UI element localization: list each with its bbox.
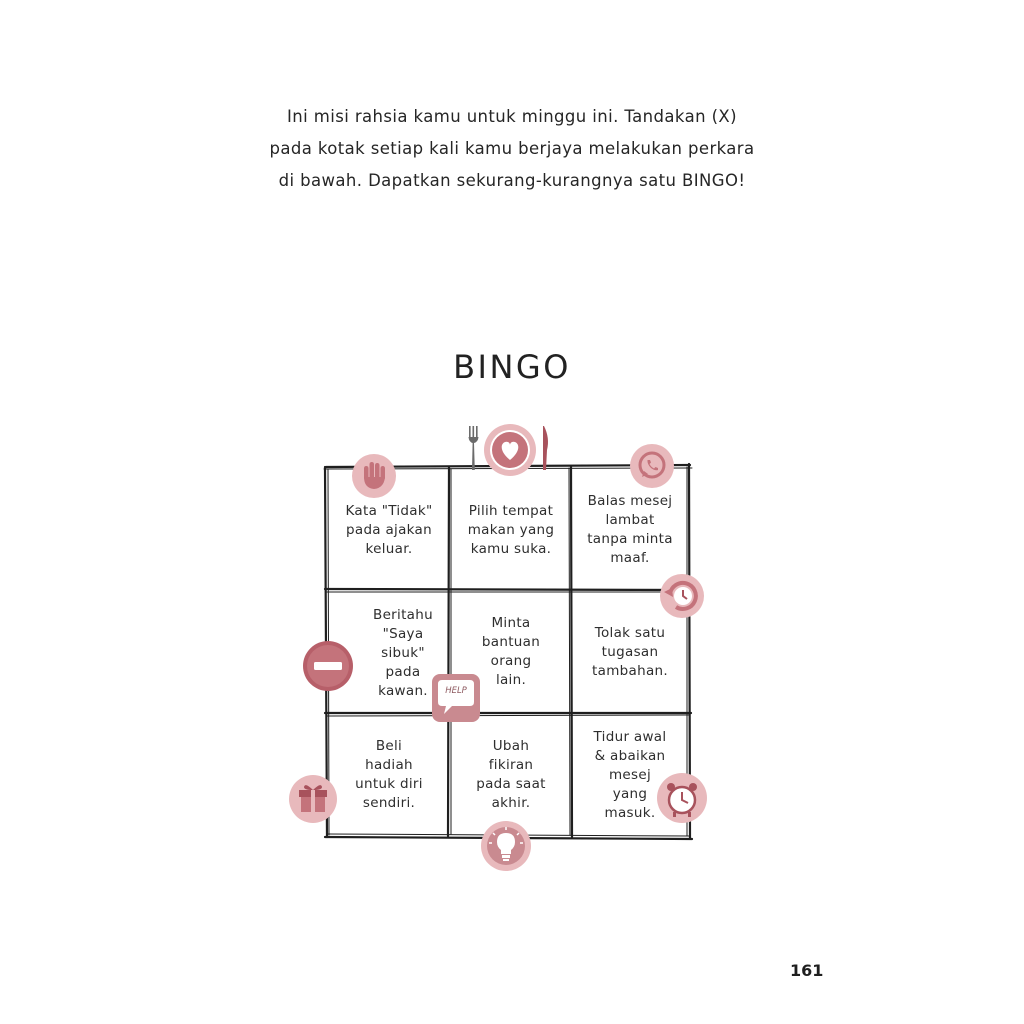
whatsapp-icon xyxy=(628,442,676,490)
bingo-cell[interactable]: Pilih tempat makan yang kamu suka. xyxy=(467,502,555,557)
help-label: HELP xyxy=(445,686,467,696)
bingo-cell[interactable]: Beritahu "Saya sibuk" pada kawan. xyxy=(373,606,433,699)
clock-rewind-icon xyxy=(658,572,706,620)
instruction-line: pada kotak setiap kali kamu berjaya melakukan perkara xyxy=(269,139,755,158)
help-bubble-icon xyxy=(430,672,482,724)
page-number: 161 xyxy=(790,961,824,980)
instruction-line: Ini misi rahsia kamu untuk minggu ini. Tandakan (X) xyxy=(287,107,737,126)
lightbulb-icon xyxy=(480,820,532,872)
bingo-cell[interactable]: Balas mesej lambat tanpa minta maaf. xyxy=(587,493,673,566)
plate-heart-icon xyxy=(464,420,556,480)
bingo-cell[interactable]: Tolak satu tugasan tambahan. xyxy=(592,624,668,679)
bingo-cell[interactable]: Minta bantuan orang lain. xyxy=(481,615,541,688)
bingo-cell[interactable]: Tidur awal & abaikan mesej yang masuk. xyxy=(593,728,667,821)
instruction-line: di bawah. Dapatkan sekurang-kurangnya satu BINGO! xyxy=(278,171,746,190)
gift-icon xyxy=(288,774,338,824)
bingo-cell[interactable]: Ubah fikiran pada saat akhir. xyxy=(476,738,546,811)
bingo-title: BINGO xyxy=(453,348,571,386)
bingo-cell[interactable]: Kata "Tidak" pada ajakan keluar. xyxy=(345,502,433,557)
instructions-text xyxy=(212,101,812,197)
no-entry-icon xyxy=(302,640,354,692)
bingo-grid xyxy=(318,455,702,851)
alarm-clock-icon xyxy=(656,772,708,824)
hand-stop-icon xyxy=(350,452,398,500)
bingo-cell[interactable]: Beli hadiah untuk diri sendiri. xyxy=(355,738,423,811)
